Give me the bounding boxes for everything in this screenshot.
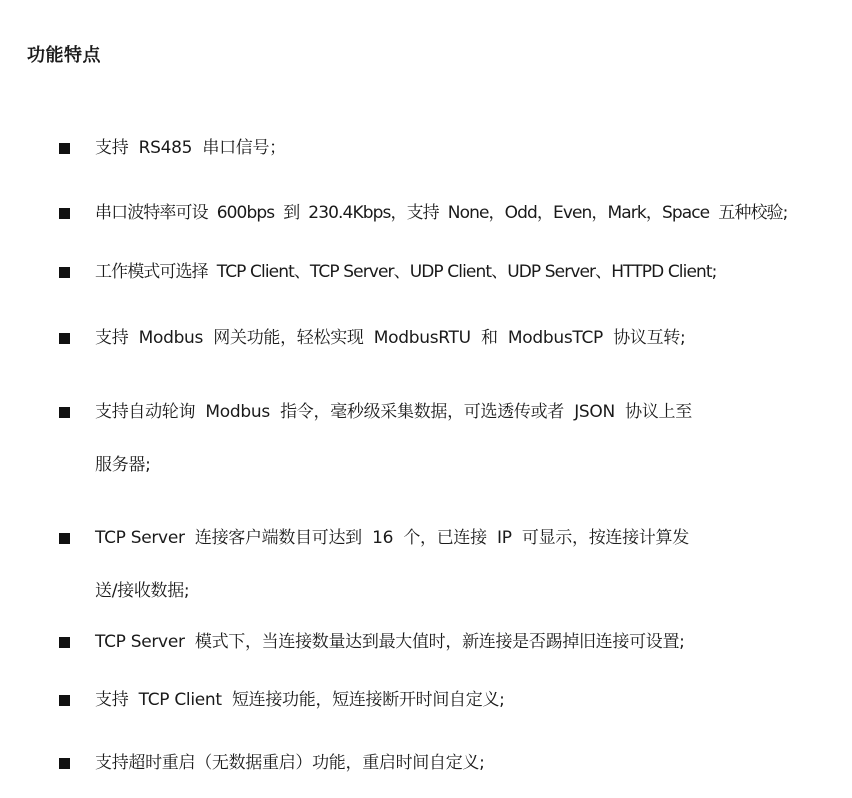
feature-text: 支持 RS485 串口信号； — [95, 138, 286, 158]
feature-text: TCP Server 连接客户端数目可达到 16 个，已连接 IP 可显示，按连接计算发 — [95, 528, 689, 548]
square-bullet-icon — [59, 143, 70, 154]
feature-text: 支持自动轮询 Modbus 指令，毫秒级采集数据，可选透传或者 JSON 协议上至 — [95, 402, 692, 422]
square-bullet-icon — [59, 407, 70, 418]
square-bullet-icon — [59, 267, 70, 278]
square-bullet-icon — [59, 758, 70, 769]
square-bullet-icon — [59, 333, 70, 344]
feature-text: 支持 TCP Client 短连接功能，短连接断开时间自定义; — [95, 690, 505, 710]
feature-text: 串口波特率可设 600bps 到 230.4Kbps，支持 None，Odd，Even，Mark，Space 五种校验; — [95, 203, 788, 223]
feature-text: 工作模式可选择 TCP Client、TCP Server、UDP Client、UDP Server、HTTPD Client; — [95, 262, 717, 282]
feature-text: 支持 Modbus 网关功能，轻松实现 ModbusRTU 和 ModbusTCP 协议互转; — [95, 328, 686, 348]
square-bullet-icon — [59, 208, 70, 219]
square-bullet-icon — [59, 533, 70, 544]
section-title: 功能特点 — [27, 45, 101, 66]
square-bullet-icon — [59, 695, 70, 706]
feature-text: TCP Server 模式下，当连接数量达到最大值时，新连接是否踢掉旧连接可设置; — [95, 632, 685, 652]
feature-text-continued: 送/接收数据; — [95, 581, 190, 601]
feature-text: 支持超时重启（无数据重启）功能，重启时间自定义; — [95, 753, 485, 773]
feature-text-continued: 服务器; — [95, 455, 151, 475]
square-bullet-icon — [59, 637, 70, 648]
